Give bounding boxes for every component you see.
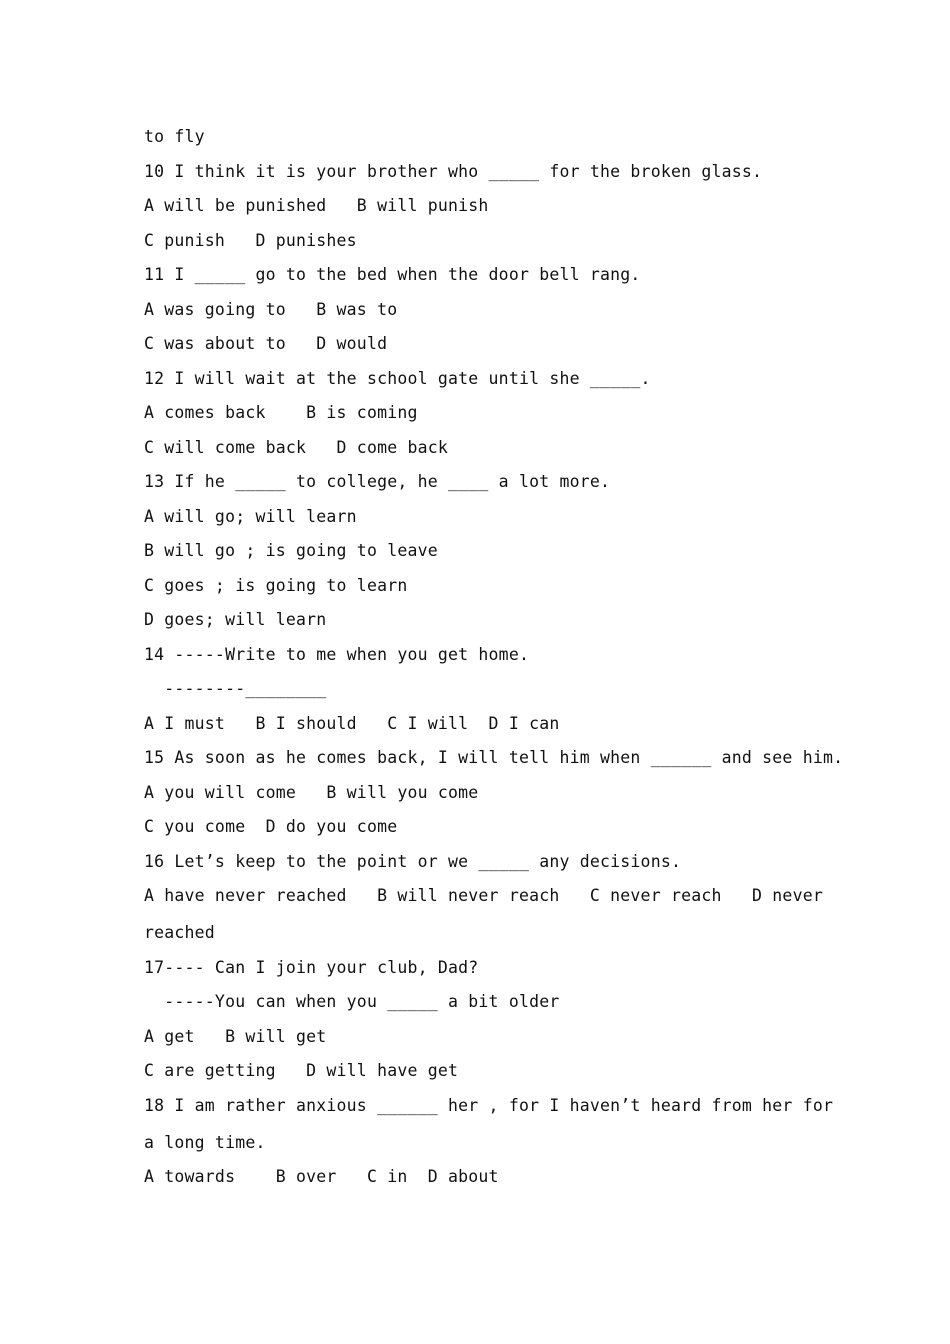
question-13: 13 If he _____ to college, he ____ a lot more.	[144, 472, 611, 491]
question-13-option-b: B will go ; is going to leave	[144, 541, 438, 560]
question-11-options-ab: A was going to B was to	[144, 300, 398, 319]
question-16: 16 Let’s keep to the point or we _____ any decisions.	[144, 852, 682, 871]
question-11: 11 I _____ go to the bed when the door bell rang.	[144, 265, 641, 284]
question-12-options-cd: C will come back D come back	[144, 438, 449, 457]
question-17-reply: -----You can when you _____ a bit older	[144, 992, 560, 1011]
question-17-options-ab: A get B will get	[144, 1027, 327, 1046]
question-18: 18 I am rather anxious ______ her , for I haven’t heard from her for	[144, 1096, 834, 1115]
question-14: 14 -----Write to me when you get home.	[144, 645, 530, 664]
question-15-options-ab: A you will come B will you come	[144, 783, 479, 802]
question-18-options: A towards B over C in D about	[144, 1167, 499, 1186]
question-16-options: A have never reached B will never reach C never reach D never	[144, 886, 823, 905]
question-13-option-d: D goes; will learn	[144, 610, 327, 629]
question-12: 12 I will wait at the school gate until she _____.	[144, 369, 651, 388]
question-11-options-cd: C was about to D would	[144, 334, 388, 353]
question-10-options-cd: C punish D punishes	[144, 231, 357, 250]
question-13-option-a: A will go; will learn	[144, 507, 357, 526]
question-12-options-ab: A comes back B is coming	[144, 403, 418, 422]
text-line: to fly	[144, 127, 205, 146]
question-18-continued: a long time.	[144, 1133, 266, 1152]
question-10-options-ab: A will be punished B will punish	[144, 196, 489, 215]
question-16-options-continued: reached	[144, 923, 215, 942]
question-13-option-c: C goes ; is going to learn	[144, 576, 408, 595]
question-17-options-cd: C are getting D will have get	[144, 1061, 459, 1080]
question-10: 10 I think it is your brother who _____ for the broken glass.	[144, 162, 763, 181]
question-14-options: A I must B I should C I will D I can	[144, 714, 560, 733]
question-15-options-cd: C you come D do you come	[144, 817, 398, 836]
question-17: 17---- Can I join your club, Dad?	[144, 958, 479, 977]
question-14-reply: --------________	[144, 679, 327, 698]
question-15: 15 As soon as he comes back, I will tell him when ______ and see him.	[144, 748, 844, 767]
